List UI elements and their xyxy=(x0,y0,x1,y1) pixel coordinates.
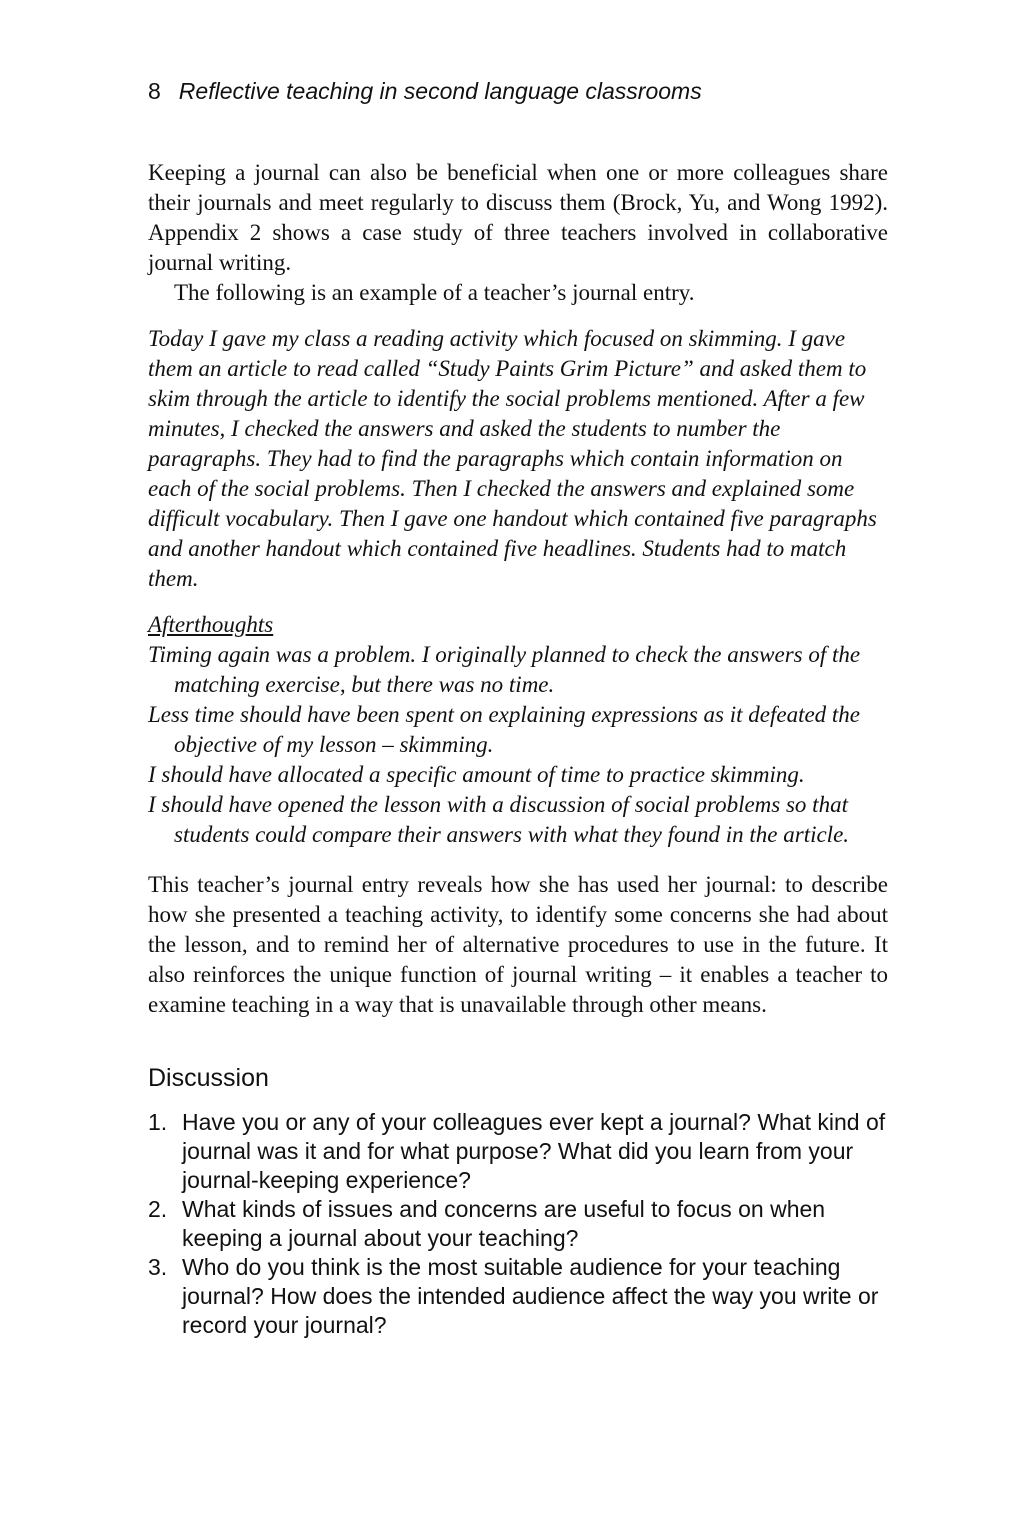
afterthoughts-list xyxy=(148,640,888,850)
page-number: 8 xyxy=(148,78,161,104)
paragraph-reflection: This teacher’s journal entry reveals how she has used her journal: to describe how she presented a teaching activity, to identify some concerns she had about the lesson, and to remind her of alternative procedures to use in the future. It also reinforces the unique function of journal writing – it enables a teacher to examine teaching in a way that is unavailable through other means. xyxy=(148,872,888,1017)
journal-entry: Today I gave my class a reading activity which focused on skimming. I gave them an article to read called “Study Paints Grim Picture” and asked them to skim through the article to identify the social problems mentioned. After a few minutes, I checked the answers and asked the students to number the paragraphs. They had to find the paragraphs which contain information on each of the social problems. Then I checked the answers and explained some difficult vocabulary. Then I gave one handout which contained five paragraphs and another handout which contained five headlines. Students had to match them. xyxy=(148,326,877,591)
discussion-question xyxy=(148,1253,888,1340)
afterthought-item: Less time should have been spent on explaining expressions as it defeated the objective of my lesson – skimming. xyxy=(148,702,861,757)
running-title: Reflective teaching in second language classrooms xyxy=(178,78,702,104)
discussion-question xyxy=(148,1108,888,1195)
afterthoughts-heading: Afterthoughts xyxy=(148,612,274,637)
discussion-heading: Discussion xyxy=(148,1064,269,1092)
discussion-question xyxy=(148,1195,888,1253)
running-head xyxy=(148,76,888,106)
afterthought-item: I should have allocated a specific amount of time to practice skimming. xyxy=(148,762,805,787)
afterthought-item: Timing again was a problem. I originally planned to check the answers of the matching exercise, but there was no time. xyxy=(148,642,861,697)
question-text: Have you or any of your colleagues ever kept a journal? What kind of journal was it and for what purpose? What did you learn from your journal-keeping experience? xyxy=(182,1109,886,1193)
question-text: What kinds of issues and concerns are useful to focus on when keeping a journal about your teaching? xyxy=(182,1196,826,1251)
paragraph-collaborative-journals: Keeping a journal can also be beneficial when one or more colleagues share their journals and meet regularly to discuss them (Brock, Yu, and Wong 1992). Appendix 2 shows a case study of three teachers involved in collaborative journal writing. xyxy=(148,160,888,275)
book-page xyxy=(148,76,888,1340)
question-text: Who do you think is the most suitable audience for your teaching journal? How does the intended audience affect the way you write or record your journal? xyxy=(182,1254,879,1338)
question-number: 1. xyxy=(148,1109,168,1135)
question-number: 3. xyxy=(148,1254,168,1280)
paragraph-example-intro: The following is an example of a teacher’s journal entry. xyxy=(174,280,695,305)
discussion-questions xyxy=(148,1108,888,1340)
question-number: 2. xyxy=(148,1196,168,1222)
afterthought-item: I should have opened the lesson with a discussion of social problems so that students could compare their answers with what they found in the article. xyxy=(148,792,850,847)
